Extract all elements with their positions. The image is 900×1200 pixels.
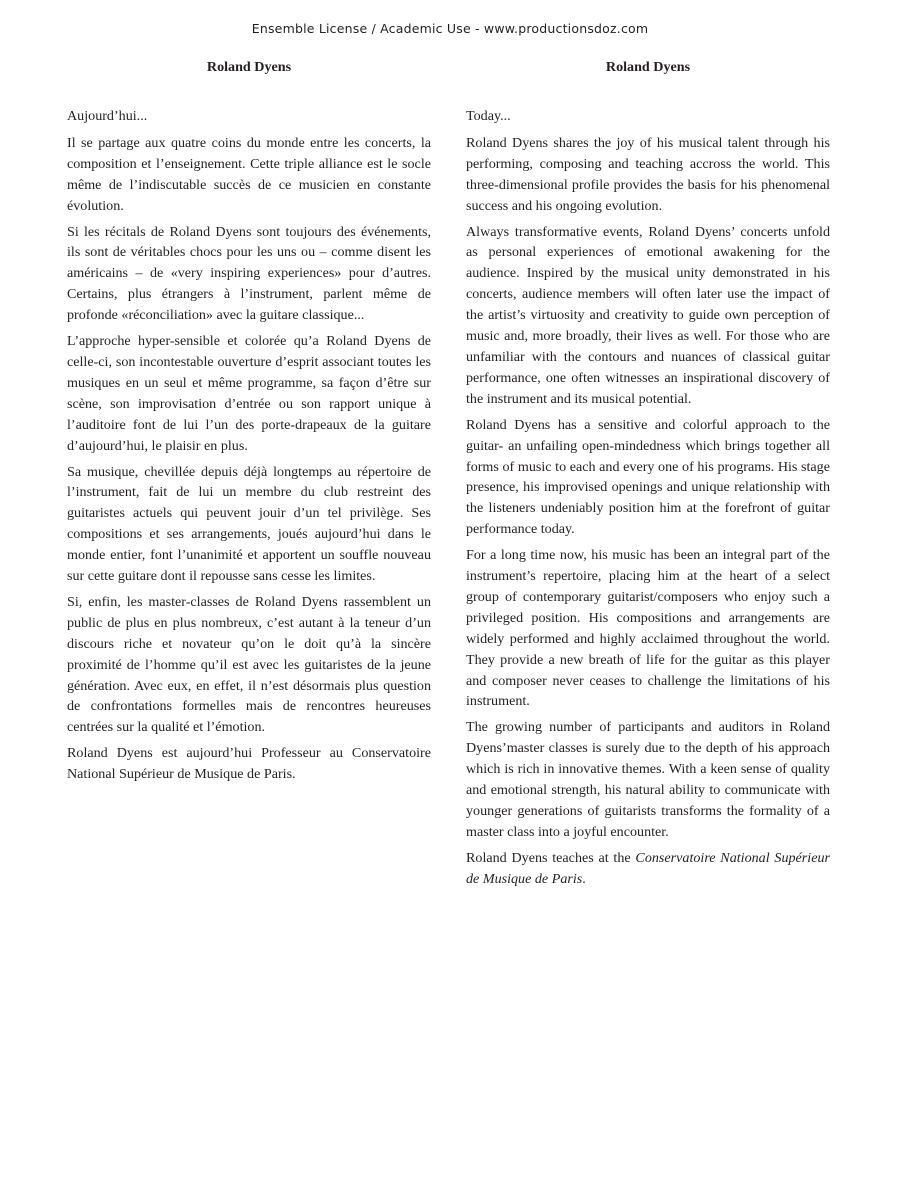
english-paragraph: Roland Dyens shares the joy of his musical talent through his performing, composing and teaching accross the world. This three-dimensional profile provides the basis for his phenomenal success and his ongoing evolution. xyxy=(466,134,830,214)
french-title: Roland Dyens xyxy=(206,59,292,75)
english-opening: Today... xyxy=(466,108,511,124)
french-paragraph: Sa musique, chevillée depuis déjà longtemps au répertoire de l’instrument, fait de lui un membre du club restreint des guitaristes actuels qui peuvent jouir d’un tel privilège. Ses compositions et ses arrangements, joués aujourd’hui dans le monde entier, font l’unanimité et apportent un souffle nouveau sur cette guitare dont il repousse sans cesse les limites. xyxy=(67,463,431,585)
french-column xyxy=(67,57,431,790)
license-header: Ensemble License / Academic Use - www.productionsdoz.com xyxy=(251,21,649,36)
french-opening: Aujourd’hui... xyxy=(67,108,148,124)
english-paragraph: Always transformative events, Roland Dyens’ concerts unfold as personal experiences of emotional awakening for the audience. Inspired by the musical unity demonstrated in his concerts, audience members will often later use the impact of the artist’s virtuosity and creativity to guide own perception of music and, more broadly, their lives as well. For those who are unfamiliar with the contours and nuances of classical guitar performance, one often witnesses an inspirational discovery of the instrument and its musical potential. xyxy=(466,223,830,407)
english-column xyxy=(466,57,830,895)
french-paragraph: Si, enfin, les master-classes de Roland Dyens rassemblent un public de plus en plus nombreux, c’est autant à la teneur d’un discours riche et novateur qu’on le doit qu’à la sincère proximité de l’homme qu’il est avec les guitaristes de la jeune génération. Avec eux, en effet, il n’est désormais plus question de confrontations formelles mais de rencontres heureuses centrées sur la qualité et l’émotion. xyxy=(67,593,431,736)
french-paragraph: Roland Dyens est aujourd’hui Professeur au Conservatoire National Supérieur de Musique de Paris. xyxy=(67,745,431,783)
french-paragraph: Il se partage aux quatre coins du monde entre les concerts, la composition et l’enseignement. Cette triple alliance est le socle même de l’indiscutable succès de ce musicien en constante évolution. xyxy=(67,134,431,214)
english-title: Roland Dyens xyxy=(605,59,691,75)
closing-prefix: Roland Dyens teaches at the xyxy=(466,849,636,866)
conservatoire-name: Conservatoire National Supérieur de Musique de Paris xyxy=(466,849,830,887)
closing-suffix: . xyxy=(582,870,586,887)
french-paragraph: L’approche hyper-sensible et colorée qu’a Roland Dyens de celle-ci, son incontestable ouverture d’esprit associant toutes les musiques en un seul et même programme, sa façon d’être sur scène, son improvisation d’entrée ou son rapport unique à l’auditoire font de lui l’un des porte-drapeaux de la guitare d’aujourd’hui, le plaisir en plus. xyxy=(67,333,431,454)
english-closing xyxy=(466,848,830,890)
english-paragraph: Roland Dyens has a sensitive and colorful approach to the guitar- an unfailing open-mindedness which brings together all forms of music to each and every one of his programs. His stage presence, his improvised openings and unique relationship with the listeners undeniably position him at the forefront of guitar performance today. xyxy=(466,416,830,538)
english-paragraph: For a long time now, his music has been an integral part of the instrument’s repertoire, placing him at the heart of a select group of contemporary guitarist/composers who enjoy such a privileged position. His compositions and arrangements are widely performed and highly acclaimed throughout the world. They provide a new breath of life for the guitar as this player and composer never ceases to challenge the limitations of his instrument. xyxy=(466,547,830,710)
french-paragraph: Si les récitals de Roland Dyens sont toujours des événements, ils sont de véritables chocs pour les uns ou – comme disent les américains – de «very inspiring experiences» pour d’autres. Certains, plus étrangers à l’instrument, parlent même de profonde «réconciliation» avec la guitare classique... xyxy=(67,223,431,324)
english-paragraph: The growing number of participants and auditors in Roland Dyens’master classes is surely due to the depth of his approach which is rich in innovative themes. With a keen sense of quality and emotional strength, his natural ability to communicate with younger generations of guitarists transforms the formality of a master class into a joyful encounter. xyxy=(466,719,830,840)
